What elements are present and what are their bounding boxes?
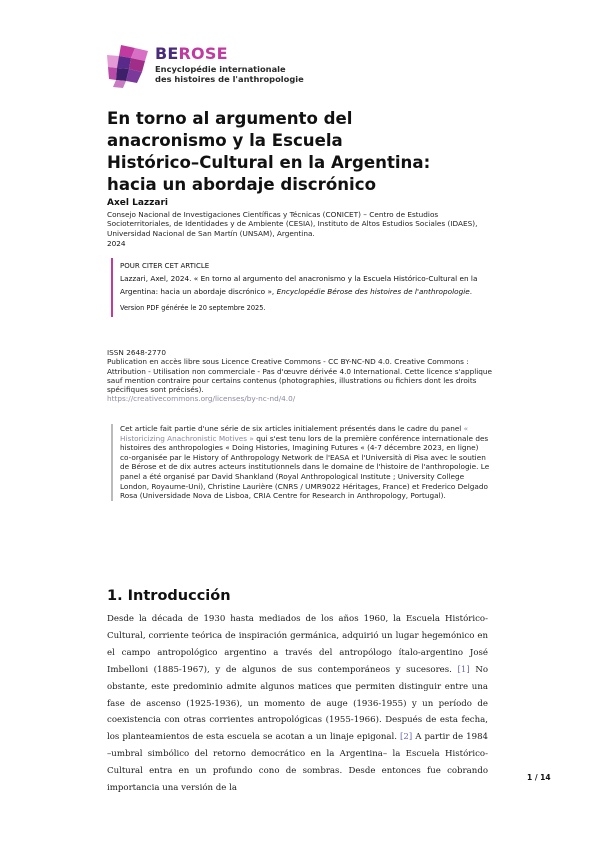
pdf-generated-date: Version PDF générée le 20 septembre 2025.	[120, 304, 266, 312]
citation-trailing: .	[469, 286, 473, 296]
paragraph-part-1: Desde la década de 1930 hasta mediados de los años 1960, la Escuela Histórico-Cultural, corriente teórica de inspiración germánica, adquirió un lugar hegemónico en el campo antropológico argentino a través del antropólogo ítalo-argentino José Imbelloni (1885-1967), y de algunos de sus contemporáneos y sucesores.	[107, 614, 488, 675]
author-affiliation: Consejo Nacional de Investigaciones Científicas y Técnicas (CONICET) – Centro de Estudios Socioterritoriales, de Identidades y de Ambiente (CESIA), Instituto de Altos Estudios Sociales (IDAES), Universidad Nacional de San Martín (UNSAM), Argentina.	[107, 210, 478, 238]
logo-subtitle-line2: des histoires de l'anthropologie	[155, 74, 304, 84]
citation-journal: Encyclopédie Bérose des histoires de l'anthropologie	[276, 286, 470, 296]
logo-subtitle-line1: Encyclopédie internationale	[155, 64, 286, 74]
citation-box	[111, 258, 490, 317]
author-name: Axel Lazzari	[107, 198, 168, 208]
issn: ISSN 2648-2770	[107, 348, 166, 357]
body-paragraph	[107, 611, 488, 797]
citation-reference: Lazzari, Axel, 2024. « En torno al argumento del anacronismo y la Escuela Histórico-Cultural en la Argentina: hacia un abordaje discrónico »,	[120, 274, 478, 296]
publication-year: 2024	[107, 239, 126, 248]
panel-note	[111, 424, 490, 501]
berose-logo[interactable]	[107, 45, 347, 91]
paragraph-part-3: A partir de 1984 –umbral simbólico del retorno democrático en la Argentina– la Escuela Histórico-Cultural entra en un profundo cono de sombras. Desde entonces fue cobrando importancia una versión de la	[107, 732, 488, 794]
title-line-4: hacia un abordaje discrónico	[107, 175, 376, 194]
logo-be: BE	[155, 44, 179, 63]
license-text: Publication en accès libre sous Licence Creative Commons - CC BY-NC-ND 4.0. Creative Commons : Attribution - Utilisation non commerciale - Pas d'œuvre dérivée 4.0 International. Cette licence s'applique sauf mention contraire pour certains contenus (photographies, illustrations ou fichiers dont les droits spécifiques sont précisés).	[107, 357, 493, 395]
panel-note-body: qui s'est tenu lors de la première conférence internationale des histoires des anthropologies « Doing Histories, Imagining Futures « (4-7 décembre 2023, en ligne) co-organisée par le History of Anthropology Network de l'EASA et l'Università di Pisa avec le soutien de Bérose et de dix autres acteurs institutionnels dans le domaine de l'histoire de l'anthropologie. Le panel a été organisé par David Shankland (Royal Anthropological Institute ; University College London, Royaume-Uni), Christine Laurière (CNRS / UMR9022 Héritages, France) et Frederico Delgado Rosa (Universidade Nova de Lisboa, CRIA Centre for Research in Anthropology, Portugal).	[120, 433, 490, 501]
title-line-3: Histórico–Cultural en la Argentina:	[107, 153, 431, 172]
citation-text	[120, 273, 490, 298]
title-line-2: anacronismo y la Escuela	[107, 131, 343, 150]
logo-subtitle	[155, 64, 304, 84]
footnote-ref-1[interactable]: [1]	[457, 664, 470, 675]
footnote-ref-2[interactable]: [2]	[400, 732, 413, 743]
page-number: 1 / 14	[527, 773, 551, 782]
title-line-1: En torno al argumento del	[107, 109, 353, 128]
berose-logo-icon	[107, 45, 149, 88]
logo-rose: ROSE	[178, 44, 228, 63]
section-heading: 1. Introducción	[107, 588, 231, 604]
citation-heading: POUR CITER CET ARTICLE	[120, 262, 210, 270]
paragraph-part-2: No obstante, este predominio admite algunos matices que permiten distinguir entre una fase de ascenso (1925-1936), un momento de auge (1936-1955) y un período de coexistencia con otras corrientes antropológicas (1955-1966). Después de esta fecha, los planteamientos de esta escuela se acotan a un linaje epigonal.	[107, 664, 489, 743]
license-link[interactable]: https://creativecommons.org/licenses/by-nc-nd/4.0/	[107, 394, 296, 404]
panel-link[interactable]: « Historicizing Anachronistic Motives »	[120, 424, 469, 443]
license-block	[107, 348, 497, 404]
logo-wordmark	[155, 45, 228, 63]
panel-note-intro: Cet article fait partie d'une série de six articles initialement présentés dans le cadre du panel	[120, 424, 462, 433]
article-title	[107, 108, 487, 196]
